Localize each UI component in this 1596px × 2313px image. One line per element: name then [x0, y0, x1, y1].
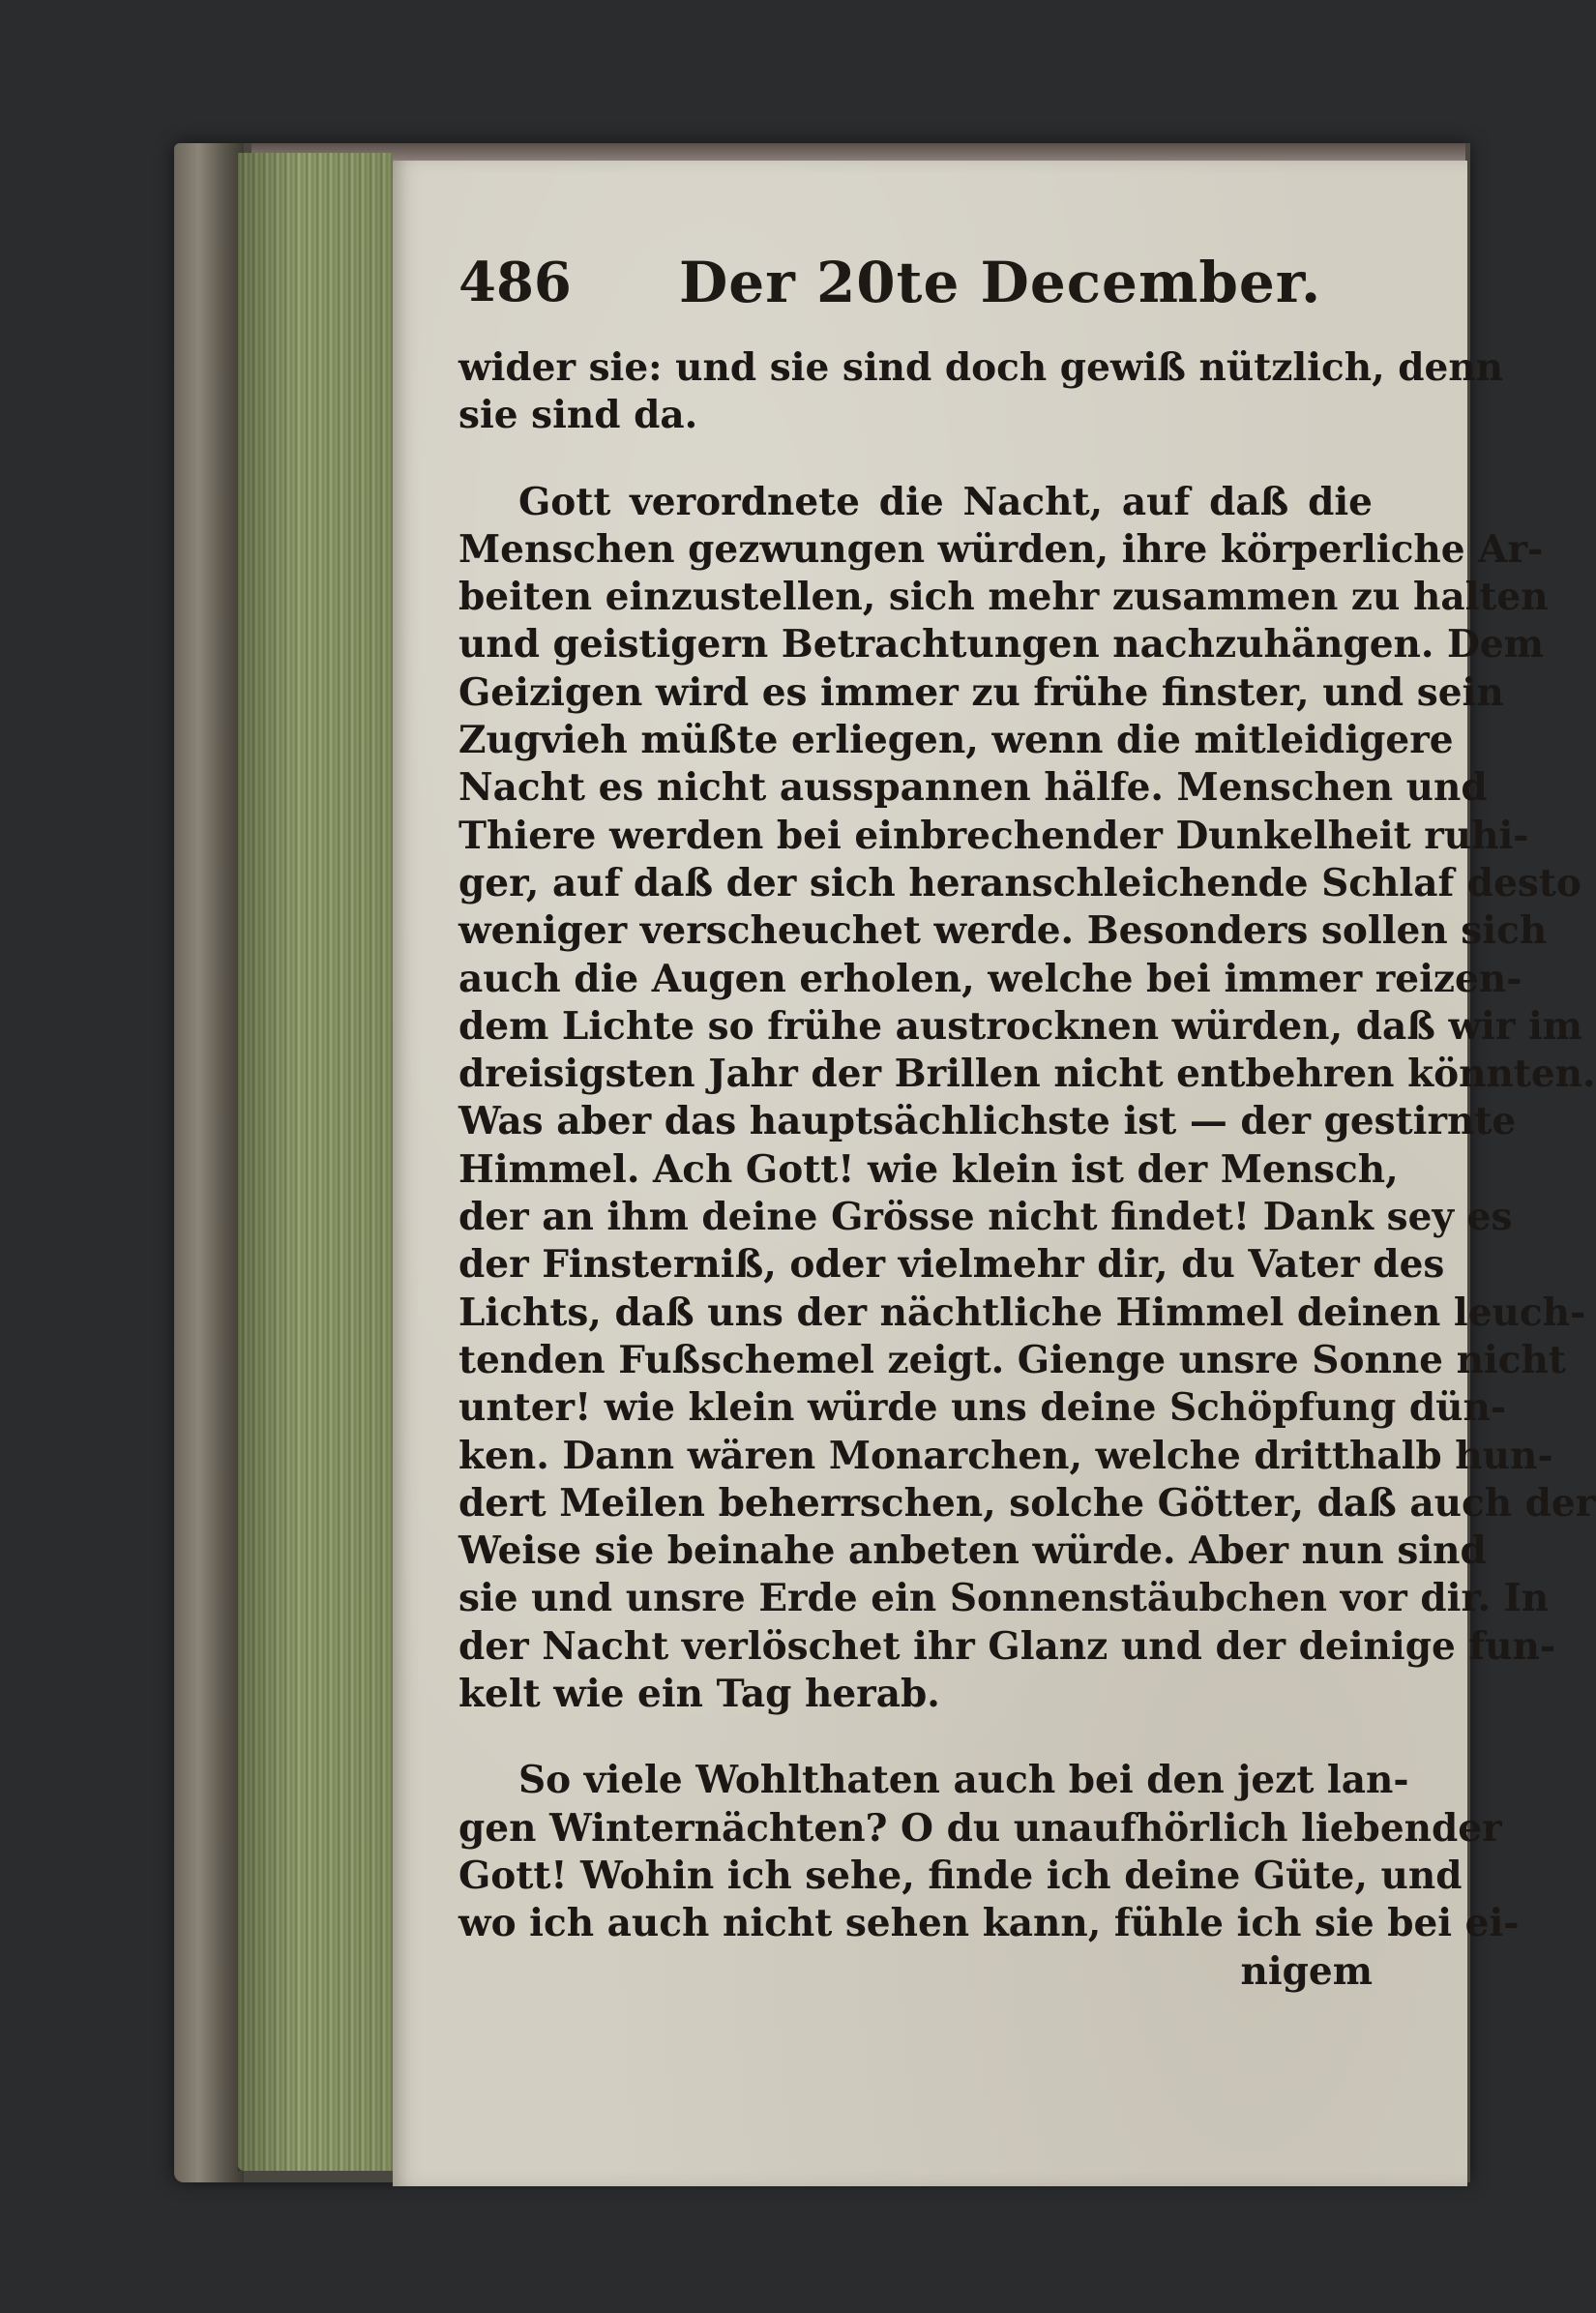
body-text — [458, 344, 1596, 1996]
running-head: Der 20te December. — [679, 250, 1322, 315]
text-line: gen Winternächten? O du unaufhörlich liebender — [458, 1805, 1502, 1851]
text-line: Was aber das hauptsächlichste ist — der gestirnte — [458, 1099, 1517, 1144]
page-header — [458, 244, 1406, 321]
text-line: Himmel. Ach Gott! wie klein ist der Mensch, — [458, 1146, 1399, 1192]
text-line: dert Meilen beherrschen, solche Götter, daß auch der — [458, 1480, 1596, 1526]
page-number: 486 — [458, 251, 572, 314]
text-line: tenden Fußschemel zeigt. Gienge unsre Sonne nicht — [458, 1337, 1566, 1382]
text-line: Nacht es nicht ausspannen hälfe. Menschen und — [458, 765, 1488, 811]
text-line: dem Lichte so frühe austrocknen würden, daß wir im — [458, 1003, 1583, 1049]
text-line: Gott! Wohin ich sehe, finde ich deine Güte, und — [458, 1853, 1463, 1898]
text-line: sie und unsre Erde ein Sonnenstäubchen vor dir. In — [458, 1576, 1550, 1621]
text-line: der Nacht verlöschet ihr Glanz und der deinige fun- — [458, 1623, 1556, 1669]
text-line: Weise sie beinahe anbeten würde. Aber nun sind — [458, 1528, 1487, 1574]
text-line: dreisigsten Jahr der Brillen nicht entbehren könnten. — [458, 1052, 1596, 1097]
text-line: Gott verordnete die Nacht, auf daß die — [518, 479, 1373, 524]
text-line: Menschen gezwungen würden, ihre körperliche Ar- — [458, 526, 1544, 572]
text-line: auch die Augen erholen, welche bei immer reizen- — [458, 956, 1522, 1001]
text-line: weniger verscheuchet werde. Besonders sollen sich — [458, 908, 1548, 954]
text-line: der an ihm deine Grösse nicht findet! Dank sey es — [458, 1195, 1513, 1240]
paragraph-gap — [458, 440, 1373, 479]
page-top-edge — [251, 143, 1465, 163]
catchword: nigem — [1240, 1948, 1373, 1994]
text-line: der Finsterniß, oder vielmehr dir, du Vater des — [458, 1242, 1445, 1288]
text-line: kelt wie ein Tag herab. — [458, 1672, 940, 1717]
text-line: ken. Dann wären Monarchen, welche dritthalb hun- — [458, 1433, 1553, 1478]
text-line: wo ich auch nicht sehen kann, fühle ich sie bei ei- — [458, 1901, 1520, 1946]
paragraph-gap — [458, 1718, 1373, 1757]
book-spine-edge — [174, 143, 244, 2182]
text-line: und geistigern Betrachtungen nachzuhängen. Dem — [458, 622, 1544, 667]
text-line: beiten einzustellen, sich mehr zusammen zu halten — [458, 575, 1549, 620]
text-line: Geizigen wird es immer zu frühe finster, und sein — [458, 669, 1504, 715]
text-line: Lichts, daß uns der nächtliche Himmel deinen leuch- — [458, 1290, 1586, 1335]
text-line: Zugvieh müßte erliegen, wenn die mitleidigere — [458, 718, 1454, 763]
text-line: wider sie: und sie sind doch gewiß nützlich, denn — [458, 345, 1504, 390]
text-line: So viele Wohlthaten auch bei den jezt lan- — [518, 1758, 1409, 1803]
text-line: sie sind da. — [458, 393, 698, 438]
text-line: unter! wie klein würde uns deine Schöpfung dün- — [458, 1385, 1507, 1431]
page-block-edge — [238, 153, 393, 2171]
text-line: ger, auf daß der sich heranschleichende Schlaf desto — [458, 860, 1581, 905]
text-line: Thiere werden bei einbrechender Dunkelheit ruhi- — [458, 813, 1529, 858]
book-page — [393, 161, 1596, 2186]
